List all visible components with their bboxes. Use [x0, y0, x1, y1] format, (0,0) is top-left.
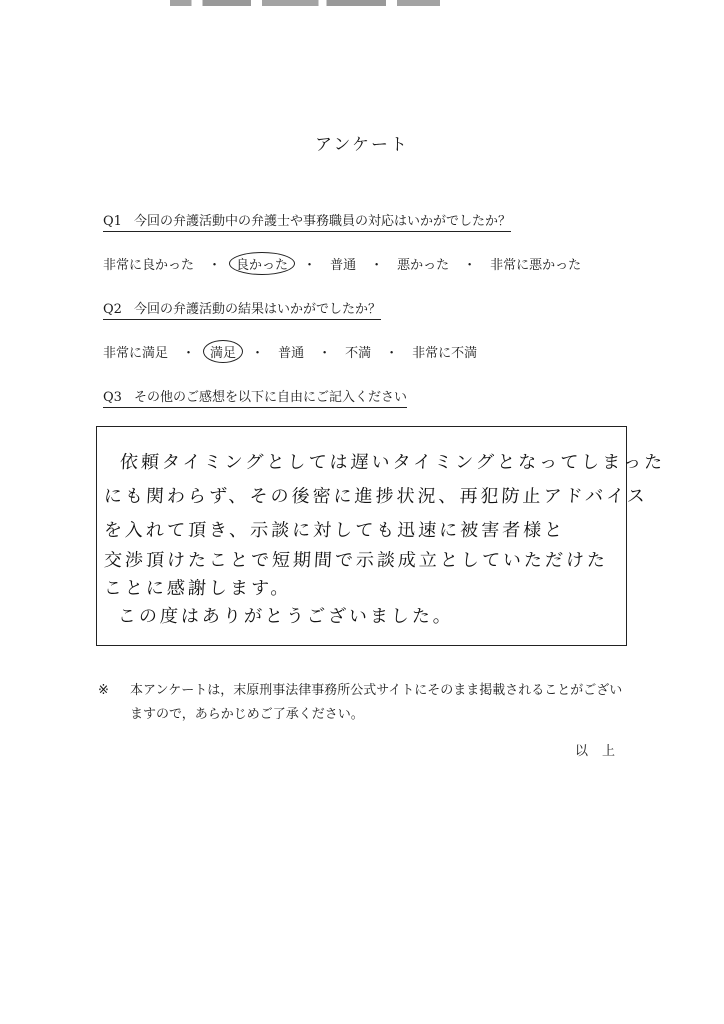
q1-option-bad: 悪かった [397, 258, 450, 273]
handwritten-line: を入れて頂き、示談に対しても迅速に被害者様と [103, 520, 566, 541]
q1-option-very-good: 非常に良かった [103, 258, 195, 273]
question-2 [103, 298, 381, 320]
q1-option-normal: 普通 [330, 258, 357, 273]
question-3-number: Q3 [103, 390, 122, 405]
scan-artifact [170, 0, 440, 6]
question-3 [103, 386, 407, 408]
reference-mark: ※ [98, 683, 109, 698]
q2-option-very-dissatisfied: 非常に不満 [412, 346, 478, 361]
handwritten-line: 依頼タイミングとしては遅いタイミングとなってしまった [119, 452, 666, 473]
notice-text: 本アンケートは，末原刑事法律事務所公式サイトにそのまま掲載されることがございますので，あらかじめご了承ください。 [130, 683, 623, 722]
option-separator: ・ [318, 346, 332, 361]
q2-option-normal: 普通 [278, 346, 305, 361]
question-1-options [103, 254, 581, 273]
q1-option-very-bad: 非常に悪かった [490, 258, 582, 273]
question-1-text: 今回の弁護活動中の弁護士や事務職員の対応はいかがでしたか？ [133, 214, 511, 229]
question-1 [103, 210, 511, 232]
handwritten-line: 交渉頂けたことで短期間で示談成立としていただけた [103, 550, 609, 571]
question-2-text: 今回の弁護活動の結果はいかがでしたか？ [133, 302, 381, 317]
handwritten-line: この度はありがとうございました。 [117, 606, 455, 627]
q2-option-dissatisfied: 不満 [345, 346, 372, 361]
question-2-options [103, 342, 477, 361]
option-separator: ・ [251, 346, 265, 361]
q2-option-satisfied-selected: 満足 [203, 340, 243, 363]
handwritten-line: ことに感謝します。 [103, 578, 293, 599]
handwritten-line: にも関わらず、その後密に進捗状況、再犯防止アドバイス [103, 486, 649, 507]
question-2-number: Q2 [103, 302, 122, 317]
q1-option-good-selected: 良かった [229, 252, 295, 275]
publication-notice [98, 679, 633, 727]
page-title: アンケート [315, 135, 409, 155]
option-separator: ・ [463, 258, 477, 273]
option-separator: ・ [182, 346, 196, 361]
option-separator: ・ [370, 258, 384, 273]
option-separator: ・ [208, 258, 222, 273]
closing-text: 以上 [575, 744, 630, 759]
q2-option-very-satisfied: 非常に満足 [103, 346, 169, 361]
question-1-number: Q1 [103, 214, 122, 229]
question-3-text: その他のご感想を以下に自由にご記入ください [133, 390, 407, 405]
option-separator: ・ [385, 346, 399, 361]
option-separator: ・ [303, 258, 317, 273]
